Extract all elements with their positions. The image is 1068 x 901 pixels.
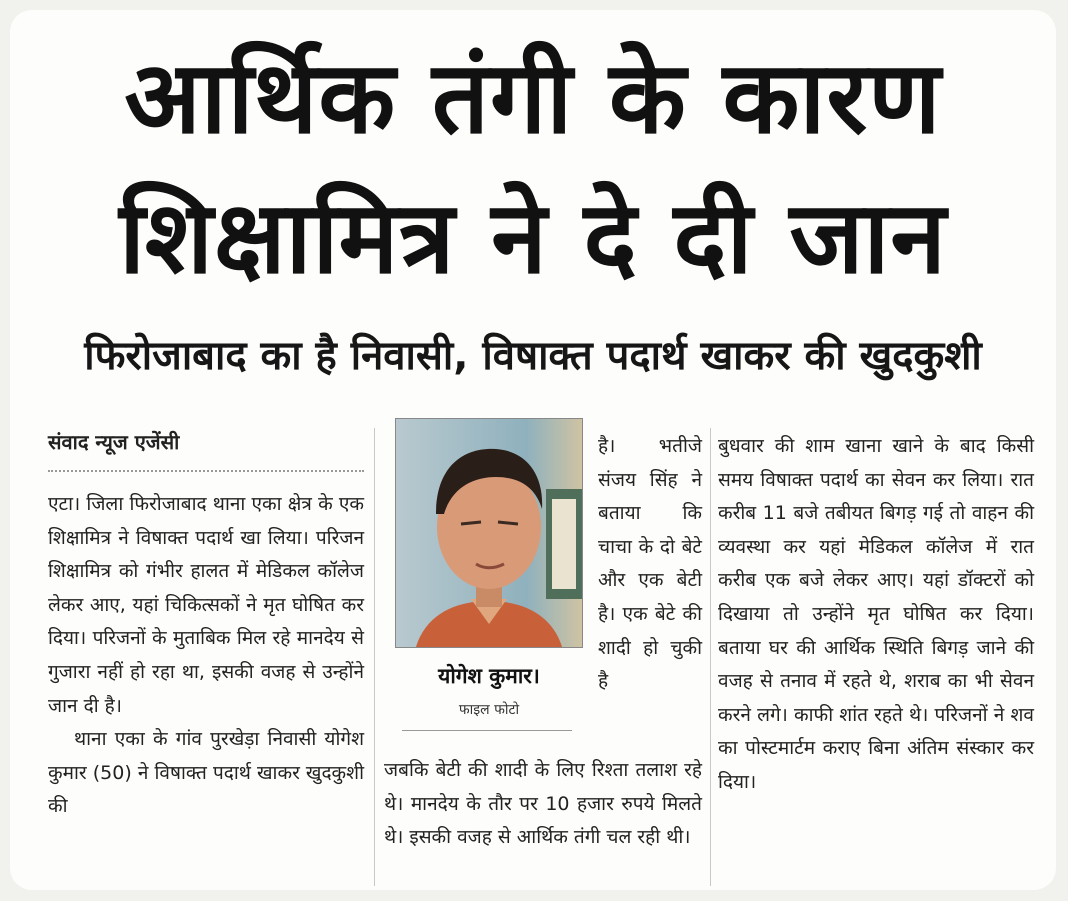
caption-divider — [402, 730, 572, 731]
headline-line-1: आर्थिक तंगी के कारण — [124, 39, 942, 156]
headline-line-2: शिक्षामित्र ने दे दी जान — [119, 179, 947, 296]
article-paragraph-3-top: है। भतीजे संजय सिंह ने बताया कि चाचा के दो बेटे और एक बेटी है। एक बेटे की शादी हो चुकी है — [598, 435, 702, 693]
portrait-photo — [395, 418, 583, 648]
subheadline: फिरोजाबाद का है निवासी, विषाक्त पदार्थ खाकर की खुदकुशी — [84, 333, 982, 379]
column-divider — [374, 428, 375, 886]
article-column-3 — [718, 430, 1034, 800]
article-column-1 — [48, 488, 364, 824]
article-column-2-bottom — [384, 754, 702, 855]
article-paragraph-1: एटा। जिला फिरोजाबाद थाना एका क्षेत्र के एक शिक्षामित्र ने विषाक्त पदार्थ खा लिया। परिजन शिक्षामित्र को गंभीर हालत में मेडिकल कॉलेज लेकर आए, यहां चिकित्सकों ने मृत घोषित कर दिया। परिजनों के मुताबिक मिल रहे मानदेय से गुजारा नहीं हो रहा था, इसकी वजह से उन्होंने जान दी है। — [48, 493, 364, 717]
article-paragraph-3-bottom: जबकि बेटी की शादी के लिए रिश्ता तलाश रहे थे। मानदेय के तौर पर 10 हजार रुपये मिलते थे। इसकी वजह से आर्थिक तंगी चल रही थी। — [384, 759, 702, 849]
portrait-image — [396, 419, 582, 647]
byline: संवाद न्यूज एजेंसी — [48, 430, 180, 454]
article-paragraph-4: बुधवार की शाम खाना खाने के बाद किसी समय विषाक्त पदार्थ का सेवन कर लिया। रात करीब 11 बजे तबीयत बिगड़ गई तो वाहन की व्यवस्था कर यहां मेडिकल कॉलेज में रात करीब एक बजे लेकर आए। यहां डॉक्टरों को दिखाया तो उन्होंने मृत घोषित कर दिया। बताया घर की आर्थिक स्थिति बिगड़ जाने की वजह से तनाव में रहते थे, शराब का भी सेवन करने लगे। काफी शांत रहते थे। परिजनों ने शव का पोस्टमार्टम कराए बिना अंतिम संस्कार कर दिया। — [718, 435, 1034, 793]
article-paragraph-2: थाना एका के गांव पुरखेड़ा निवासी योगेश कुमार (50) ने विषाक्त पदार्थ खाकर खुदकुशी की — [48, 728, 364, 818]
column-divider — [710, 428, 711, 886]
photo-caption-name: योगेश कुमार। — [438, 664, 540, 688]
byline-divider — [48, 470, 364, 472]
photo-caption-credit: फाइल फोटो — [458, 702, 520, 718]
newspaper-clipping — [10, 10, 1056, 890]
article-column-2-top — [598, 430, 702, 699]
